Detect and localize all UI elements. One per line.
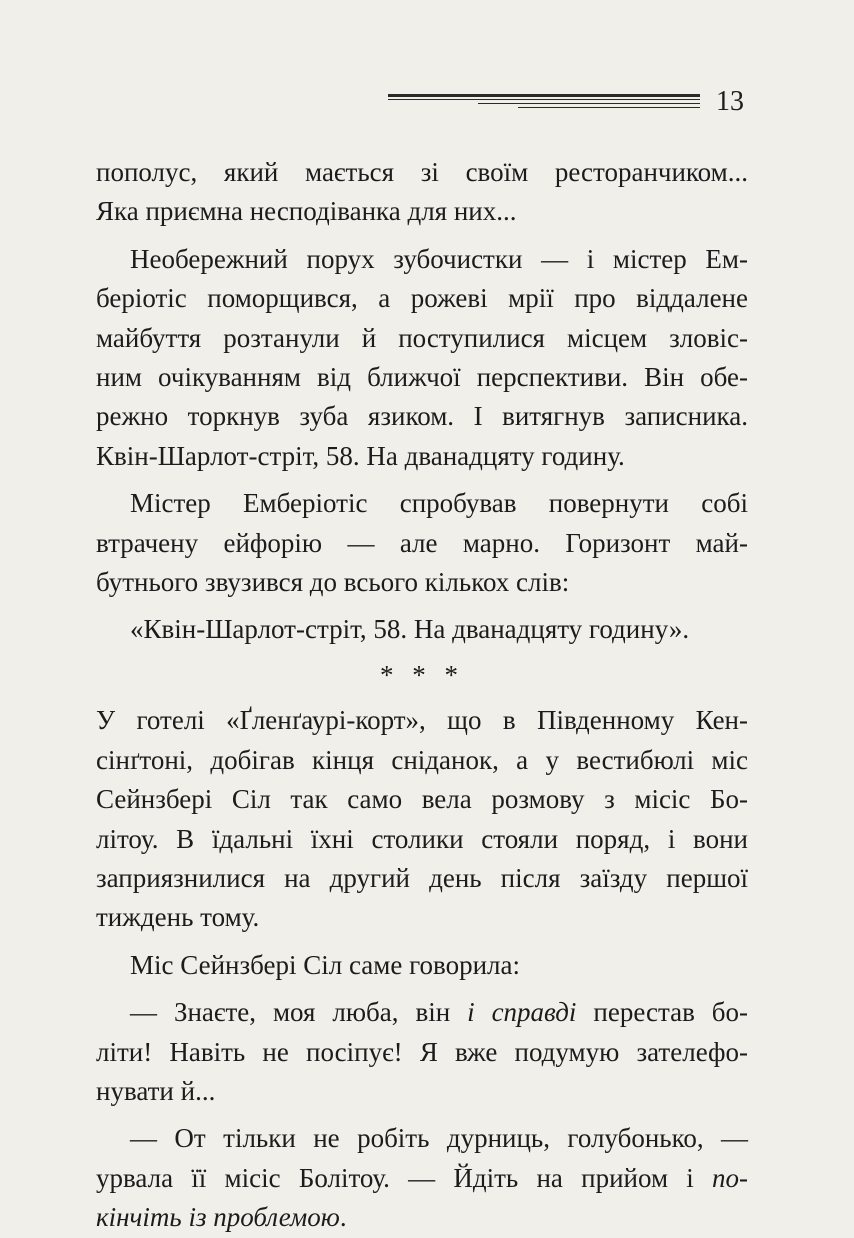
page-number: 13	[716, 86, 744, 117]
emphasis-text: по-	[712, 1162, 748, 1193]
text-line: літи! Навіть не посіпує! Я вже подумую зателефо-	[96, 1036, 748, 1067]
text-line: «Квін-Шарлот-стріт, 58. На дванадцяту годину».	[130, 614, 690, 645]
header-rule	[388, 94, 700, 97]
text-line	[96, 1159, 748, 1198]
text-line: У готелі «Ґленґаурі-корт», що в Південному Кен-	[96, 705, 748, 736]
text-line: — От тільки не робіть дурниць, голубонько, —	[130, 1123, 748, 1154]
text-line: Містер Емберіотіс спробував повернути собі	[130, 488, 748, 519]
text-line	[96, 993, 748, 1032]
text-line	[96, 1198, 748, 1237]
page-header	[388, 84, 758, 124]
body-text	[96, 153, 748, 1238]
text-line: Яка приємна несподіванка для них...	[96, 196, 517, 227]
header-rule	[518, 107, 700, 108]
text-line: режно торкнув зуба язиком. І витягнув записника.	[96, 401, 748, 432]
text-line: пополус, який мається зі своїм ресторанчиком...	[96, 157, 748, 187]
text-line: Міс Сейнзбері Сіл саме говорила:	[130, 949, 520, 980]
text-segment: перестав бо-	[576, 997, 748, 1028]
text-segment: урвала її місіс Болітоу. — Йдіть на прийом і	[96, 1162, 712, 1193]
text-line: майбуття розтанули й поступилися місцем зловіс-	[96, 322, 748, 353]
text-line: беріотіс поморщився, а рожеві мрії про віддалене	[96, 283, 748, 314]
text-line: заприязнилися на другий день після заїзду першої	[96, 862, 748, 893]
text-line: ним очікуванням від ближчої перспективи. Він обе-	[96, 362, 748, 393]
text-line: нувати й...	[96, 1075, 216, 1106]
text-line: тиждень тому.	[96, 902, 260, 933]
text-segment: .	[339, 1202, 347, 1233]
text-line: Необережний порух зубочистки — і містер Ем-	[130, 243, 748, 274]
section-separator: * * *	[380, 659, 464, 690]
text-line: Сейнзбері Сіл так само вела розмову з місіс Бо-	[96, 784, 748, 815]
emphasis-text: кінчіть із проблемою	[96, 1202, 340, 1233]
header-rule	[478, 103, 700, 104]
text-line: втрачену ейфорію — але марно. Горизонт май-	[96, 527, 748, 558]
text-line: бутнього звузився до всього кількох слів:	[96, 567, 570, 598]
text-line: сінґтоні, добігав кінця сніданок, а у вестибюлі міс	[96, 744, 748, 775]
emphasis-text: і справді	[467, 997, 577, 1028]
header-rule	[388, 99, 700, 100]
text-segment: — Знаєте, моя люба, він	[130, 997, 468, 1028]
text-line: літоу. В їдальні їхні столики стояли поряд, і вони	[96, 823, 748, 854]
text-line: Квін-Шарлот-стріт, 58. На дванадцяту годину.	[96, 440, 625, 471]
